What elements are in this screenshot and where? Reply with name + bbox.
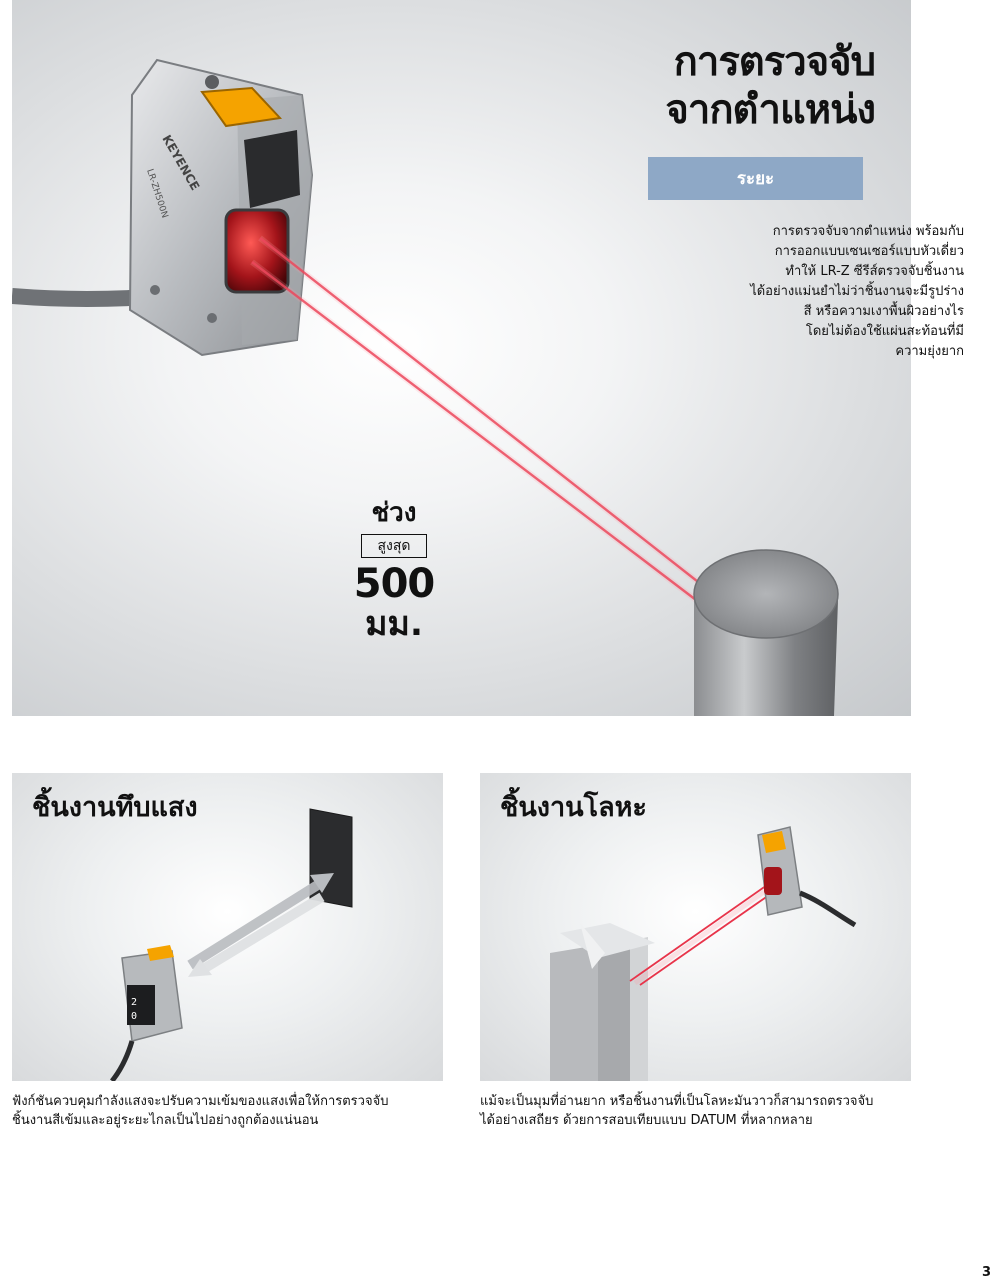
range-qualifier: สูงสุด — [361, 534, 427, 558]
caption-line: ฟังก์ชันควบคุมกำลังแสงจะปรับความเข้มของแสงเพื่อให้การตรวจจับ — [12, 1094, 389, 1109]
brand-logo: KEYENCE — [159, 132, 203, 193]
laser-beams — [252, 238, 702, 600]
panel-dark-workpiece — [12, 773, 443, 1081]
range-unit: มม. — [365, 604, 423, 644]
laser-beams — [630, 883, 772, 985]
description-line: ความยุ่งยาก — [895, 344, 964, 359]
dark-plate — [310, 809, 352, 907]
svg-text:0: 0 — [131, 1011, 138, 1022]
model-label: LR-ZH500N — [144, 167, 170, 220]
range-value: 500 — [353, 561, 435, 607]
page-number: 3 — [982, 1265, 992, 1280]
title-line: การตรวจจับ — [673, 39, 875, 85]
category-badge: ระยะ — [648, 157, 863, 200]
description-line: ทำให้ LR-Z ซีรีส์ตรวจจับชิ้นงาน — [785, 264, 964, 279]
range-label: ช่วง — [371, 498, 417, 528]
range-callout — [350, 496, 438, 644]
page-title — [665, 38, 875, 134]
panel-title: ชิ้นงานโลหะ — [500, 792, 647, 823]
cylinder-target — [694, 550, 838, 716]
metal-cross-beam — [550, 923, 655, 1081]
caption-dark-workpiece — [12, 1092, 442, 1130]
arrow-return — [200, 897, 322, 971]
description-line: ได้อย่างแม่นยำไม่ว่าชิ้นงานจะมีรูปร่าง — [750, 284, 964, 299]
description-line: สี หรือความเงาพื้นผิวอย่างไร — [803, 304, 964, 319]
hero-description — [704, 222, 964, 362]
small-sensor — [112, 945, 182, 1081]
arrow-outgoing — [190, 881, 324, 965]
sensor-body — [130, 60, 312, 355]
panel-title: ชิ้นงานทึบแสง — [32, 792, 198, 823]
caption-metal-workpiece — [480, 1092, 910, 1130]
description-line: การออกแบบเซนเซอร์แบบหัวเดี่ยว — [774, 244, 964, 259]
svg-text:2: 2 — [131, 997, 138, 1008]
panel-metal-workpiece — [480, 773, 911, 1081]
caption-line: ชิ้นงานสีเข้มและอยู่ระยะไกลเป็นไปอย่างถูกต้องแน่นอน — [12, 1113, 319, 1128]
caption-line: ได้อย่างเสถียร ด้วยการสอบเทียบแบบ DATUM ที่หลากหลาย — [480, 1113, 813, 1128]
title-line: จากตำแหน่ง — [665, 87, 875, 133]
description-line: การตรวจจับจากตำแหน่ง พร้อมกับ — [772, 224, 964, 239]
small-sensor — [758, 827, 855, 925]
caption-line: แม้จะเป็นมุมที่อ่านยาก หรือชิ้นงานที่เป็นโลหะมันวาวก็สามารถตรวจจับ — [480, 1094, 874, 1109]
description-line: โดยไม่ต้องใช้แผ่นสะท้อนที่มี — [805, 324, 964, 339]
